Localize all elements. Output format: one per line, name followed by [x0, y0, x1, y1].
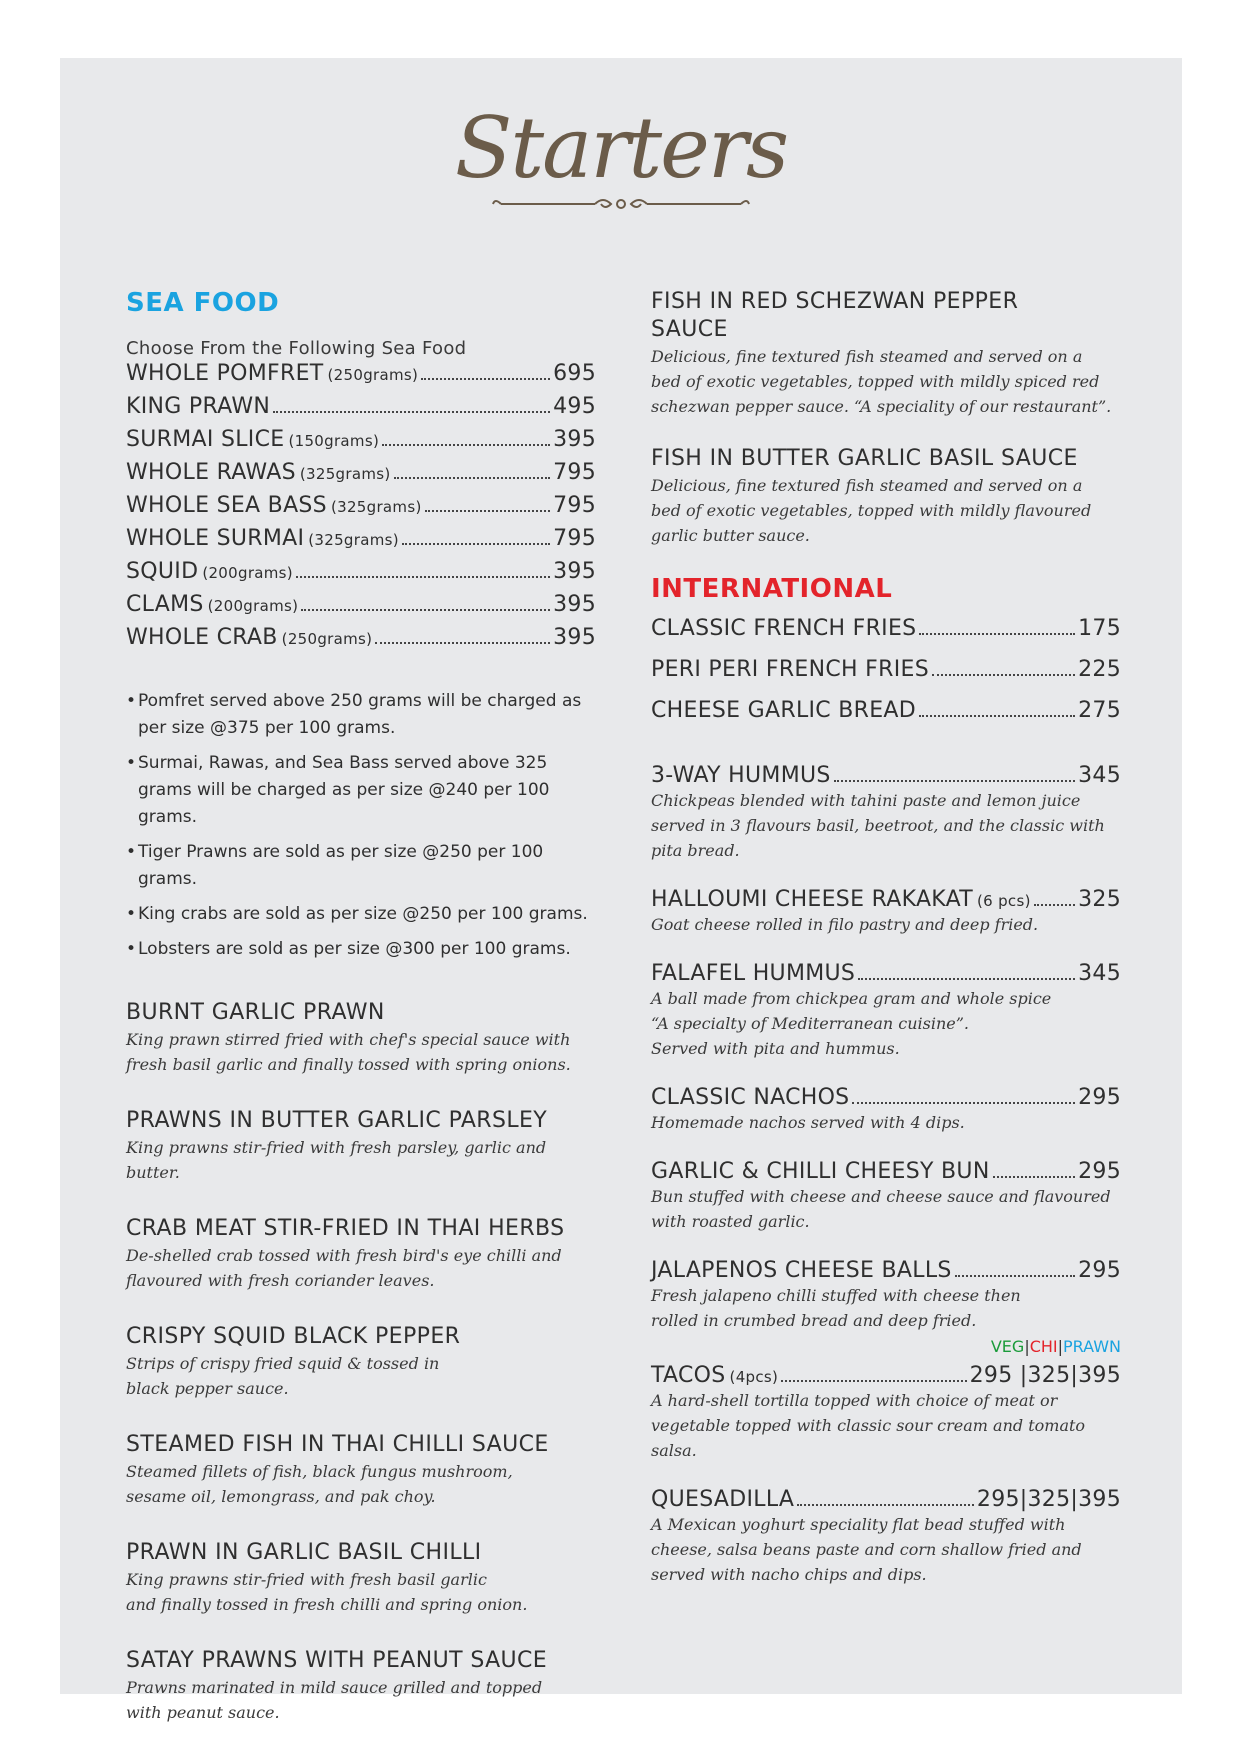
- price-line: [126, 526, 596, 559]
- item-price: 795: [553, 526, 596, 551]
- item-size: (200grams): [207, 597, 299, 615]
- dish-description: Bun stuffed with cheese and cheese sauce and flavoured with roasted garlic.: [651, 1187, 1111, 1231]
- item-name: CLAMS: [126, 592, 204, 617]
- item-price: 795: [553, 493, 596, 518]
- dish-item: [651, 887, 1121, 937]
- item-name: CLASSIC FRENCH FRIES: [651, 616, 917, 641]
- dot-leader: [301, 609, 550, 611]
- item-name: HALLOUMI CHEESE RAKAKAT: [651, 887, 974, 912]
- price-line: [651, 698, 1121, 739]
- dish-item: [126, 1539, 596, 1617]
- seafood-heading: SEA FOOD: [126, 288, 280, 318]
- dot-leader: [919, 715, 1075, 717]
- price-line: [651, 763, 1121, 788]
- dish-description: Chickpeas blended with tahini paste and lemon juice served in 3 flavours basil, beetroot, and the classic with pita bread.: [651, 791, 1105, 860]
- item-name: TACOS: [651, 1363, 726, 1388]
- dish-item: [126, 1107, 596, 1185]
- item-size: (250grams): [281, 630, 373, 648]
- item-price: 295: [1078, 1258, 1121, 1283]
- price-line: [651, 887, 1121, 912]
- price-line: [126, 559, 596, 592]
- item-name: SQUID: [126, 559, 199, 584]
- item-price: 395: [553, 625, 596, 650]
- dish-item: [651, 1258, 1121, 1333]
- dish-item: [651, 288, 1121, 419]
- dish-description: Steamed fillets of fish, black fungus mushroom, sesame oil, lemongrass, and pak choy.: [126, 1462, 513, 1506]
- item-name: WHOLE CRAB: [126, 625, 278, 650]
- item-name: JALAPENOS CHEESE BALLS: [651, 1258, 952, 1283]
- dish-name: FISH IN RED SCHEZWAN PEPPER SAUCE: [651, 289, 1019, 342]
- item-size: (200grams): [202, 564, 293, 582]
- international-simple-list: [651, 616, 1121, 739]
- note-item: • Tiger Prawns are sold as per size @250 per 100 grams.: [126, 839, 596, 893]
- item-name: GARLIC & CHILLI CHEESY BUN: [651, 1159, 990, 1184]
- dish-item: [651, 1487, 1121, 1587]
- dish-name: FISH IN BUTTER GARLIC BASIL SAUCE: [651, 446, 1078, 471]
- left-dish-list: [126, 999, 596, 1725]
- title-block: [60, 98, 1182, 214]
- dish-description: Goat cheese rolled in filo pastry and deep fried.: [651, 915, 1039, 934]
- dot-leader: [382, 444, 550, 446]
- item-name: WHOLE SURMAI: [126, 526, 305, 551]
- price-line: [126, 394, 596, 427]
- dot-leader: [993, 1176, 1076, 1178]
- seafood-subheading: Choose From the Following Sea Food: [126, 338, 467, 359]
- item-price: 225: [1078, 657, 1121, 682]
- dish-item: [651, 961, 1121, 1061]
- dish-item: [126, 1215, 596, 1293]
- dot-leader: [421, 378, 550, 380]
- variant-legend: [651, 1337, 1121, 1359]
- dish-item: [651, 1085, 1121, 1135]
- dish-description: Homemade nachos served with 4 dips.: [651, 1113, 965, 1132]
- dish-description: Delicious, fine textured fish steamed and served on a bed of exotic vegetables, topped with mildly spiced red schezwan pepper sauce. “A speciality of our restaurant”.: [651, 347, 1112, 416]
- price-line: [126, 427, 596, 460]
- item-size: (325grams): [299, 465, 391, 483]
- dot-leader: [858, 978, 1075, 980]
- dish-description: Strips of crispy fried squid & tossed in black pepper sauce.: [126, 1354, 440, 1398]
- dot-leader: [402, 543, 550, 545]
- item-price: 295|325|395: [976, 1487, 1121, 1512]
- seafood-notes: [126, 688, 596, 963]
- item-name: WHOLE POMFRET: [126, 361, 324, 386]
- dish-item: [651, 763, 1121, 863]
- dot-leader: [781, 1380, 966, 1382]
- dot-leader: [425, 510, 550, 512]
- dish-name: CRISPY SQUID BLACK PEPPER: [126, 1324, 461, 1349]
- dot-leader: [296, 576, 550, 578]
- fish-dish-list: [651, 288, 1121, 548]
- international-heading: INTERNATIONAL: [651, 574, 893, 604]
- dish-item: [651, 1159, 1121, 1234]
- item-name: QUESADILLA: [651, 1487, 795, 1512]
- dish-name: SATAY PRAWNS WITH PEANUT SAUCE: [126, 1648, 548, 1673]
- item-price: 275: [1078, 698, 1121, 723]
- dish-item: [651, 1363, 1121, 1463]
- page-title: Starters: [454, 99, 788, 197]
- item-size: (6 pcs): [977, 892, 1031, 910]
- item-price: 295: [1078, 1085, 1121, 1110]
- dish-description: A hard-shell tortilla topped with choice of meat or vegetable topped with classic sour cream and tomato salsa.: [651, 1391, 1086, 1460]
- item-name: SURMAI SLICE: [126, 427, 285, 452]
- dish-description: A ball made from chickpea gram and whole spice “A specialty of Mediterranean cuisine”. Served with pita and hummus.: [651, 989, 1052, 1058]
- item-name: CHEESE GARLIC BREAD: [651, 698, 917, 723]
- price-line: [126, 493, 596, 526]
- dot-leader: [375, 642, 550, 644]
- legend-separator: |: [1057, 1337, 1064, 1356]
- item-price: 325: [1078, 887, 1121, 912]
- price-line: [651, 1085, 1121, 1110]
- price-line: [126, 361, 596, 394]
- note-item: • Pomfret served above 250 grams will be charged as per size @375 per 100 grams.: [126, 688, 596, 742]
- item-price: 695: [553, 361, 596, 386]
- item-price: 495: [553, 394, 596, 419]
- item-name: FALAFEL HUMMUS: [651, 961, 856, 986]
- item-price: 295 |325|395: [969, 1363, 1121, 1388]
- dish-name: PRAWN IN GARLIC BASIL CHILLI: [126, 1540, 482, 1565]
- price-line: [651, 1258, 1121, 1283]
- item-price: 295: [1078, 1159, 1121, 1184]
- price-line: [126, 625, 596, 658]
- dish-item: [126, 999, 596, 1077]
- dish-item: [126, 1647, 596, 1725]
- dot-leader: [834, 780, 1075, 782]
- dot-leader: [394, 477, 551, 479]
- price-line: [126, 592, 596, 625]
- price-line: [651, 657, 1121, 698]
- dish-item: [126, 1431, 596, 1509]
- dot-leader: [852, 1102, 1075, 1104]
- legend-prawn: PRAWN: [1063, 1337, 1121, 1356]
- item-name: CLASSIC NACHOS: [651, 1085, 850, 1110]
- item-price: 345: [1078, 763, 1121, 788]
- price-line: [126, 460, 596, 493]
- price-line: [651, 1487, 1121, 1512]
- dot-leader: [1034, 904, 1075, 906]
- dish-description: King prawn stirred fried with chef's special sauce with fresh basil garlic and finally tossed with spring onions.: [126, 1030, 571, 1074]
- item-price: 795: [553, 460, 596, 485]
- item-name: WHOLE SEA BASS: [126, 493, 327, 518]
- item-price: 395: [553, 427, 596, 452]
- legend-chi: CHI: [1029, 1337, 1058, 1356]
- item-name: KING PRAWN: [126, 394, 271, 419]
- item-price: 395: [553, 592, 596, 617]
- item-name: PERI PERI FRENCH FRIES: [651, 657, 929, 682]
- item-price: 345: [1078, 961, 1121, 986]
- dish-item: [126, 1323, 596, 1401]
- dish-description: A Mexican yoghurt speciality flat bead stuffed with cheese, salsa beans paste and corn shallow fried and served with nacho chips and dips.: [651, 1515, 1082, 1584]
- price-line: [651, 961, 1121, 986]
- international-dish-list: [651, 763, 1121, 1333]
- dish-description: King prawns stir-fried with fresh parsley, garlic and butter.: [126, 1138, 547, 1182]
- dot-leader: [955, 1275, 1075, 1277]
- dish-description: Delicious, fine textured fish steamed and served on a bed of exotic vegetables, topped with mildly flavoured garlic butter sauce.: [651, 476, 1092, 545]
- note-item: • Lobsters are sold as per size @300 per 100 grams.: [126, 936, 596, 963]
- item-size: (150grams): [288, 432, 380, 450]
- right-column: [651, 288, 1121, 1587]
- international-dish-list-2: [651, 1363, 1121, 1587]
- note-item: • Surmai, Rawas, and Sea Bass served above 325 grams will be charged as per size @240 per 100 grams.: [126, 750, 596, 831]
- price-line: [651, 1363, 1121, 1388]
- dish-description: De-shelled crab tossed with fresh bird's eye chilli and flavoured with fresh coriander leaves.: [126, 1246, 562, 1290]
- item-size: (325grams): [330, 498, 422, 516]
- price-line: [651, 616, 1121, 657]
- dot-leader: [932, 674, 1075, 676]
- item-price: 175: [1078, 616, 1121, 641]
- dish-name: BURNT GARLIC PRAWN: [126, 1000, 385, 1025]
- dish-name: CRAB MEAT STIR-FRIED IN THAI HERBS: [126, 1216, 565, 1241]
- dot-leader: [797, 1504, 974, 1506]
- left-column: [126, 288, 596, 1725]
- dish-item: [651, 445, 1121, 548]
- dot-leader: [273, 411, 550, 413]
- menu-panel: [60, 58, 1182, 1722]
- dish-name: STEAMED FISH IN THAI CHILLI SAUCE: [126, 1432, 549, 1457]
- legend-veg: VEG: [990, 1337, 1025, 1356]
- item-price: 395: [553, 559, 596, 584]
- item-size: (250grams): [327, 366, 419, 384]
- dish-description: Fresh jalapeno chilli stuffed with cheese then rolled in crumbed bread and deep fried.: [651, 1286, 1021, 1330]
- item-size: (325grams): [308, 531, 399, 549]
- dot-leader: [919, 633, 1075, 635]
- item-name: 3-WAY HUMMUS: [651, 763, 831, 788]
- dish-description: King prawns stir-fried with fresh basil garlic and finally tossed in fresh chilli and spring onion.: [126, 1570, 528, 1614]
- seafood-price-list: [126, 361, 596, 658]
- legend-separator: |: [1024, 1337, 1030, 1356]
- dish-description: Prawns marinated in mild sauce grilled and topped with peanut sauce.: [126, 1678, 543, 1722]
- dish-name: PRAWNS IN BUTTER GARLIC PARSLEY: [126, 1108, 548, 1133]
- price-line: [651, 1159, 1121, 1184]
- item-size: (4pcs): [729, 1368, 779, 1386]
- note-item: • King crabs are sold as per size @250 per 100 grams.: [126, 901, 596, 928]
- item-name: WHOLE RAWAS: [126, 460, 296, 485]
